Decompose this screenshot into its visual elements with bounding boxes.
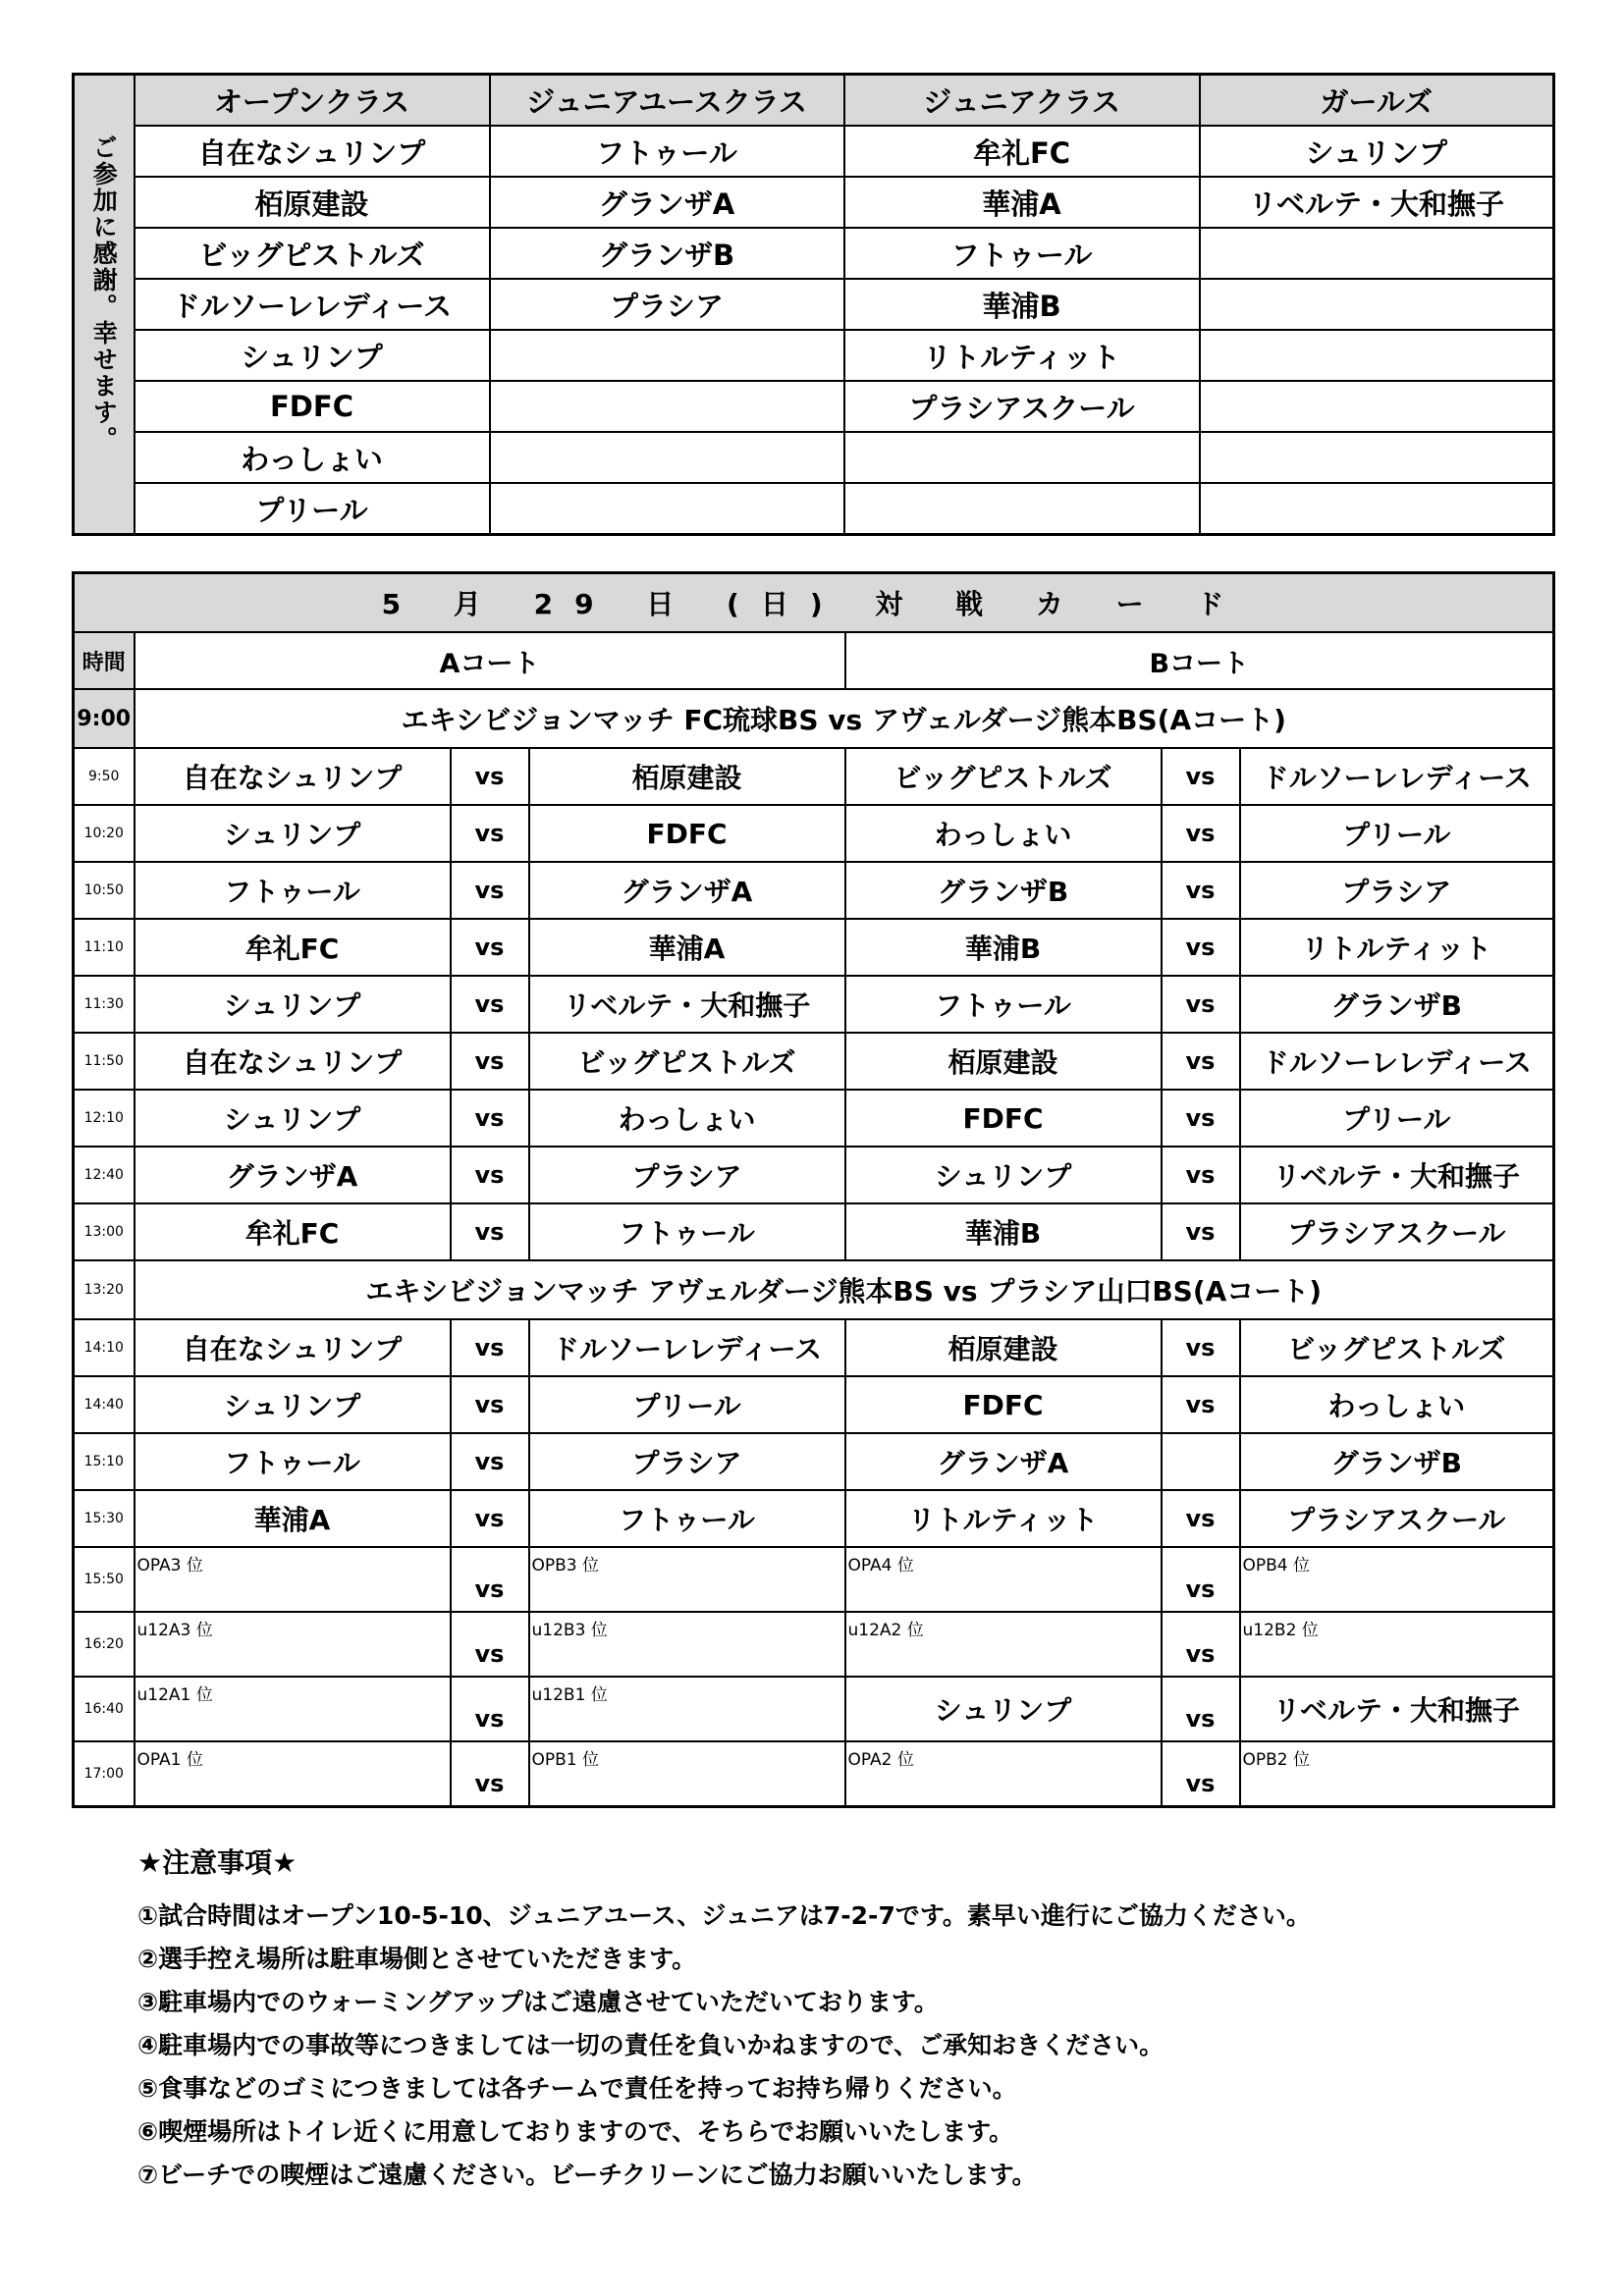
team-cell: グランザB	[490, 228, 844, 279]
court-b-team-1: 栢原建設	[845, 1033, 1162, 1090]
court-a-team-2: プリール	[529, 1376, 845, 1433]
match-time: 11:10	[74, 919, 135, 976]
court-b-team-1: u12A2 位	[845, 1612, 1162, 1677]
match-row	[74, 862, 1554, 919]
court-a-vs: vs	[451, 1547, 529, 1612]
court-a-vs: vs	[451, 1033, 529, 1090]
team-cell	[490, 483, 844, 535]
court-b-team-1: シュリンプ	[845, 1147, 1162, 1203]
team-cell: 華浦B	[844, 279, 1200, 330]
court-b-vs: vs	[1162, 1090, 1240, 1147]
note-item: ⑥喫煙場所はトイレ近くに用意しておりますので、そちらでお願いいたします。	[137, 2117, 1014, 2146]
court-b-team-2: プリール	[1240, 1090, 1554, 1147]
team-cell: リトルティット	[844, 330, 1200, 381]
court-a-team-1: 華浦A	[135, 1490, 451, 1547]
participants-row	[74, 381, 1554, 432]
court-b-team-1: 華浦B	[845, 919, 1162, 976]
court-a-vs: vs	[451, 1319, 529, 1376]
team-cell	[1200, 483, 1554, 535]
match-time: 13:20	[74, 1260, 135, 1319]
court-b-team-2: プラシアスクール	[1240, 1490, 1554, 1547]
court-a-team-1: OPA3 位	[135, 1547, 451, 1612]
participants-row	[74, 279, 1554, 330]
schedule-table	[72, 571, 1555, 1808]
court-a-vs: vs	[451, 1147, 529, 1203]
court-a-team-1: 牟礼FC	[135, 1203, 451, 1260]
court-b-team-1: 栢原建設	[845, 1319, 1162, 1376]
court-b-vs: vs	[1162, 1376, 1240, 1433]
match-row	[74, 1147, 1554, 1203]
court-b-team-1: グランザA	[845, 1433, 1162, 1490]
court-a-team-2: わっしょい	[529, 1090, 845, 1147]
court-b-team-1: わっしょい	[845, 805, 1162, 862]
participants-row	[74, 483, 1554, 535]
match-row	[74, 1547, 1554, 1612]
team-cell: 栢原建設	[135, 177, 490, 228]
court-a-team-2: フトゥール	[529, 1203, 845, 1260]
court-b-team-2: OPB4 位	[1240, 1547, 1554, 1612]
team-cell	[1200, 228, 1554, 279]
note-item: ⑤食事などのゴミにつきましては各チームで責任を持ってお持ち帰りください。	[137, 2074, 1017, 2103]
match-row	[74, 1490, 1554, 1547]
court-a-vs: vs	[451, 862, 529, 919]
team-cell: ビッグピストルズ	[135, 228, 490, 279]
court-a-team-2: OPB1 位	[529, 1741, 845, 1807]
exhibition-match: エキシビジョンマッチ アヴェルダージ熊本BS vs プラシア山口BS(Aコート)	[135, 1260, 1554, 1319]
court-b-header: Bコート	[845, 632, 1554, 689]
match-time: 16:40	[74, 1677, 135, 1741]
schedule-head	[74, 573, 1554, 749]
court-b-vs: vs	[1162, 976, 1240, 1033]
court-a-team-2: u12B3 位	[529, 1612, 845, 1677]
match-time: 10:20	[74, 805, 135, 862]
class-header-junior-youth: ジュニアユースクラス	[490, 75, 844, 127]
schedule-title-row	[74, 573, 1554, 633]
team-cell	[844, 432, 1200, 483]
match-time: 9:50	[74, 748, 135, 805]
team-cell	[490, 330, 844, 381]
team-cell: リベルテ・大和撫子	[1200, 177, 1554, 228]
team-cell	[1200, 279, 1554, 330]
team-cell: プラシア	[490, 279, 844, 330]
court-b-vs: vs	[1162, 1319, 1240, 1376]
court-a-vs: vs	[451, 1741, 529, 1807]
note-item: ⑦ビーチでの喫煙はご遠慮ください。ビーチクリーンにご協力お願いいたします。	[137, 2161, 1037, 2189]
court-a-vs: vs	[451, 1612, 529, 1677]
court-b-vs: vs	[1162, 1147, 1240, 1203]
court-b-team-1: シュリンプ	[845, 1677, 1162, 1741]
court-a-team-1: 自在なシュリンプ	[135, 1033, 451, 1090]
match-row	[74, 1612, 1554, 1677]
match-row	[74, 1376, 1554, 1433]
court-b-vs: vs	[1162, 1203, 1240, 1260]
court-b-team-2: ドルソーレレディース	[1240, 1033, 1554, 1090]
match-row	[74, 1741, 1554, 1807]
match-time: 16:20	[74, 1612, 135, 1677]
note-item: ③駐車場内でのウォーミングアップはご遠慮させていただいております。	[137, 1988, 939, 2016]
court-a-vs: vs	[451, 976, 529, 1033]
match-time: 15:10	[74, 1433, 135, 1490]
team-cell: ドルソーレレディース	[135, 279, 490, 330]
match-time: 12:10	[74, 1090, 135, 1147]
court-b-vs	[1162, 1433, 1240, 1490]
court-b-team-1: OPA4 位	[845, 1547, 1162, 1612]
court-a-vs: vs	[451, 1490, 529, 1547]
court-b-team-1: ビッグピストルズ	[845, 748, 1162, 805]
team-cell: わっしょい	[135, 432, 490, 483]
participants-table	[72, 73, 1555, 536]
court-b-vs: vs	[1162, 1033, 1240, 1090]
court-a-team-1: OPA1 位	[135, 1741, 451, 1807]
team-cell	[490, 432, 844, 483]
court-a-team-2: フトゥール	[529, 1490, 845, 1547]
court-a-team-1: u12A3 位	[135, 1612, 451, 1677]
court-a-team-1: シュリンプ	[135, 976, 451, 1033]
court-b-team-2: グランザB	[1240, 976, 1554, 1033]
court-b-vs: vs	[1162, 1612, 1240, 1677]
court-b-team-1: グランザB	[845, 862, 1162, 919]
match-time: 17:00	[74, 1741, 135, 1807]
team-cell	[1200, 432, 1554, 483]
court-a-vs: vs	[451, 748, 529, 805]
court-b-team-2: OPB2 位	[1240, 1741, 1554, 1807]
participants-row	[74, 432, 1554, 483]
match-row	[74, 919, 1554, 976]
court-a-vs: vs	[451, 919, 529, 976]
court-a-vs: vs	[451, 1433, 529, 1490]
match-time: 9:00	[74, 689, 135, 748]
court-b-team-1: フトゥール	[845, 976, 1162, 1033]
match-row	[74, 805, 1554, 862]
court-a-team-1: 牟礼FC	[135, 919, 451, 976]
match-row	[74, 748, 1554, 805]
exhibition-row	[74, 689, 1554, 748]
court-a-team-1: シュリンプ	[135, 1376, 451, 1433]
court-b-team-2: グランザB	[1240, 1433, 1554, 1490]
match-row	[74, 976, 1554, 1033]
court-a-team-2: ドルソーレレディース	[529, 1319, 845, 1376]
participants-row	[74, 126, 1554, 177]
match-row	[74, 1090, 1554, 1147]
match-time: 10:50	[74, 862, 135, 919]
court-a-team-1: 自在なシュリンプ	[135, 1319, 451, 1376]
court-header-row	[74, 632, 1554, 689]
notes-title: ★注意事項★	[137, 1846, 298, 1879]
match-row	[74, 1033, 1554, 1090]
team-cell	[844, 483, 1200, 535]
court-b-vs: vs	[1162, 1741, 1240, 1807]
note-item: ②選手控え場所は駐車場側とさせていただきます。	[137, 1945, 697, 1973]
team-cell	[490, 381, 844, 432]
court-a-header: Aコート	[135, 632, 845, 689]
court-a-team-2: 華浦A	[529, 919, 845, 976]
court-b-team-2: わっしょい	[1240, 1376, 1554, 1433]
schedule-block-morning	[74, 748, 1554, 1260]
court-a-team-1: u12A1 位	[135, 1677, 451, 1741]
court-b-team-2: プラシアスクール	[1240, 1203, 1554, 1260]
team-cell: FDFC	[135, 381, 490, 432]
notes-section	[137, 1842, 1551, 2197]
court-b-team-2: ドルソーレレディース	[1240, 748, 1554, 805]
schedule-block-afternoon	[74, 1319, 1554, 1547]
court-b-team-2: ビッグピストルズ	[1240, 1319, 1554, 1376]
exhibition-row	[74, 1260, 1554, 1319]
court-b-team-2: リベルテ・大和撫子	[1240, 1147, 1554, 1203]
court-b-team-2: プラシア	[1240, 862, 1554, 919]
match-time: 15:30	[74, 1490, 135, 1547]
participants-row	[74, 177, 1554, 228]
match-time: 11:50	[74, 1033, 135, 1090]
match-row	[74, 1677, 1554, 1741]
schedule-exhibition-2	[74, 1260, 1554, 1319]
team-cell: プリール	[135, 483, 490, 535]
match-row	[74, 1433, 1554, 1490]
team-cell: 自在なシュリンプ	[135, 126, 490, 177]
court-b-vs: vs	[1162, 1547, 1240, 1612]
class-header-junior: ジュニアクラス	[844, 75, 1200, 127]
court-a-team-2: 栢原建設	[529, 748, 845, 805]
court-a-team-1: グランザA	[135, 1147, 451, 1203]
exhibition-match: エキシビジョンマッチ FC琉球BS vs アヴェルダージ熊本BS(Aコート)	[135, 689, 1554, 748]
court-b-team-2: u12B2 位	[1240, 1612, 1554, 1677]
court-b-team-1: FDFC	[845, 1090, 1162, 1147]
court-a-vs: vs	[451, 805, 529, 862]
court-b-team-1: 華浦B	[845, 1203, 1162, 1260]
court-a-team-2: グランザA	[529, 862, 845, 919]
court-b-team-2: リベルテ・大和撫子	[1240, 1677, 1554, 1741]
court-a-team-2: ビッグピストルズ	[529, 1033, 845, 1090]
court-a-vs: vs	[451, 1090, 529, 1147]
court-b-team-1: リトルティット	[845, 1490, 1162, 1547]
team-cell: 華浦A	[844, 177, 1200, 228]
court-b-team-2: リトルティット	[1240, 919, 1554, 976]
team-cell: シュリンプ	[1200, 126, 1554, 177]
court-b-vs: vs	[1162, 748, 1240, 805]
team-cell: 牟礼FC	[844, 126, 1200, 177]
match-row	[74, 1203, 1554, 1260]
court-a-team-1: 自在なシュリンプ	[135, 748, 451, 805]
schedule-block-finals	[74, 1547, 1554, 1807]
match-time: 15:50	[74, 1547, 135, 1612]
court-b-vs: vs	[1162, 1490, 1240, 1547]
court-a-team-1: シュリンプ	[135, 805, 451, 862]
court-b-vs: vs	[1162, 919, 1240, 976]
participants-row	[74, 330, 1554, 381]
team-cell: プラシアスクール	[844, 381, 1200, 432]
court-a-team-1: フトゥール	[135, 1433, 451, 1490]
participants-row	[74, 228, 1554, 279]
court-a-team-2: FDFC	[529, 805, 845, 862]
team-cell: シュリンプ	[135, 330, 490, 381]
team-cell: フトゥール	[844, 228, 1200, 279]
class-header-open: オープンクラス	[135, 75, 490, 127]
court-a-team-2: プラシア	[529, 1433, 845, 1490]
thanks-side-label: ご参加に感謝。幸せます。	[74, 75, 135, 535]
court-a-team-2: OPB3 位	[529, 1547, 845, 1612]
court-a-vs: vs	[451, 1203, 529, 1260]
time-header: 時間	[74, 632, 135, 689]
court-a-team-2: リベルテ・大和撫子	[529, 976, 845, 1033]
court-b-team-1: OPA2 位	[845, 1741, 1162, 1807]
match-time: 12:40	[74, 1147, 135, 1203]
participants-header-row	[74, 75, 1554, 127]
court-a-team-1: フトゥール	[135, 862, 451, 919]
court-a-vs: vs	[451, 1376, 529, 1433]
note-item: ①試合時間はオープン10-5-10、ジュニアユース、ジュニアは7-2-7です。素早い進行にご協力ください。	[137, 1901, 1311, 1930]
team-cell: フトゥール	[490, 126, 844, 177]
court-a-team-2: u12B1 位	[529, 1677, 845, 1741]
court-a-team-1: シュリンプ	[135, 1090, 451, 1147]
court-a-vs: vs	[451, 1677, 529, 1741]
schedule-title: 5 月 29 日 (日) 対 戦 カ ー ド	[74, 573, 1554, 633]
court-b-vs: vs	[1162, 805, 1240, 862]
match-time: 11:30	[74, 976, 135, 1033]
match-row	[74, 1319, 1554, 1376]
team-cell	[1200, 330, 1554, 381]
match-time: 14:40	[74, 1376, 135, 1433]
team-cell: グランザA	[490, 177, 844, 228]
court-b-team-2: プリール	[1240, 805, 1554, 862]
match-time: 13:00	[74, 1203, 135, 1260]
note-item: ④駐車場内での事故等につきましては一切の責任を負いかねますので、ご承知おきください。	[137, 2031, 1164, 2059]
match-time: 14:10	[74, 1319, 135, 1376]
court-b-vs: vs	[1162, 1677, 1240, 1741]
court-b-vs: vs	[1162, 862, 1240, 919]
court-a-team-2: プラシア	[529, 1147, 845, 1203]
court-b-team-1: FDFC	[845, 1376, 1162, 1433]
team-cell	[1200, 381, 1554, 432]
class-header-girls: ガールズ	[1200, 75, 1554, 127]
